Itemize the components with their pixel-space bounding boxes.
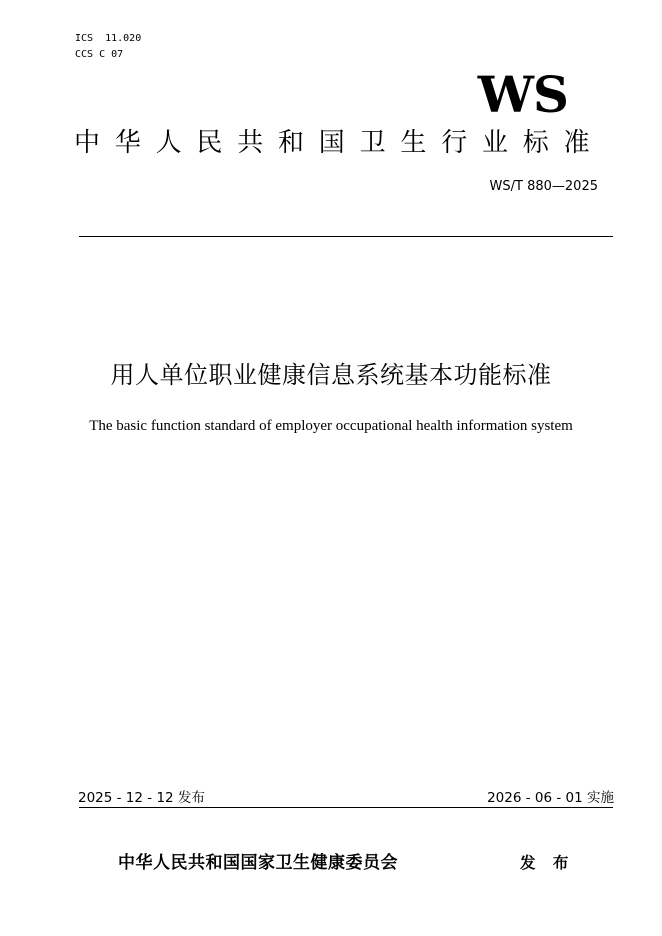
top-divider (79, 236, 613, 237)
issue-date: 2025 - 12 - 12 发布 (78, 790, 205, 806)
ics-code: ICS 11.020 (75, 33, 142, 44)
bottom-divider (79, 807, 613, 808)
document-title-english: The basic function standard of employer occupational health information system (89, 418, 573, 434)
issue-label: 发 布 (520, 854, 575, 872)
document-title-chinese: 用人单位职业健康信息系统基本功能标准 (110, 361, 552, 389)
standard-number: WS/T 880—2025 (489, 179, 598, 194)
ccs-code: CCS C 07 (75, 49, 124, 60)
standard-class-heading: 中华人民共和国卫生行业标准 (74, 128, 605, 158)
issuing-authority: 中华人民共和国国家卫生健康委员会 (118, 853, 398, 873)
ws-logo: WS (477, 65, 568, 124)
implementation-date: 2026 - 06 - 01 实施 (487, 790, 614, 806)
